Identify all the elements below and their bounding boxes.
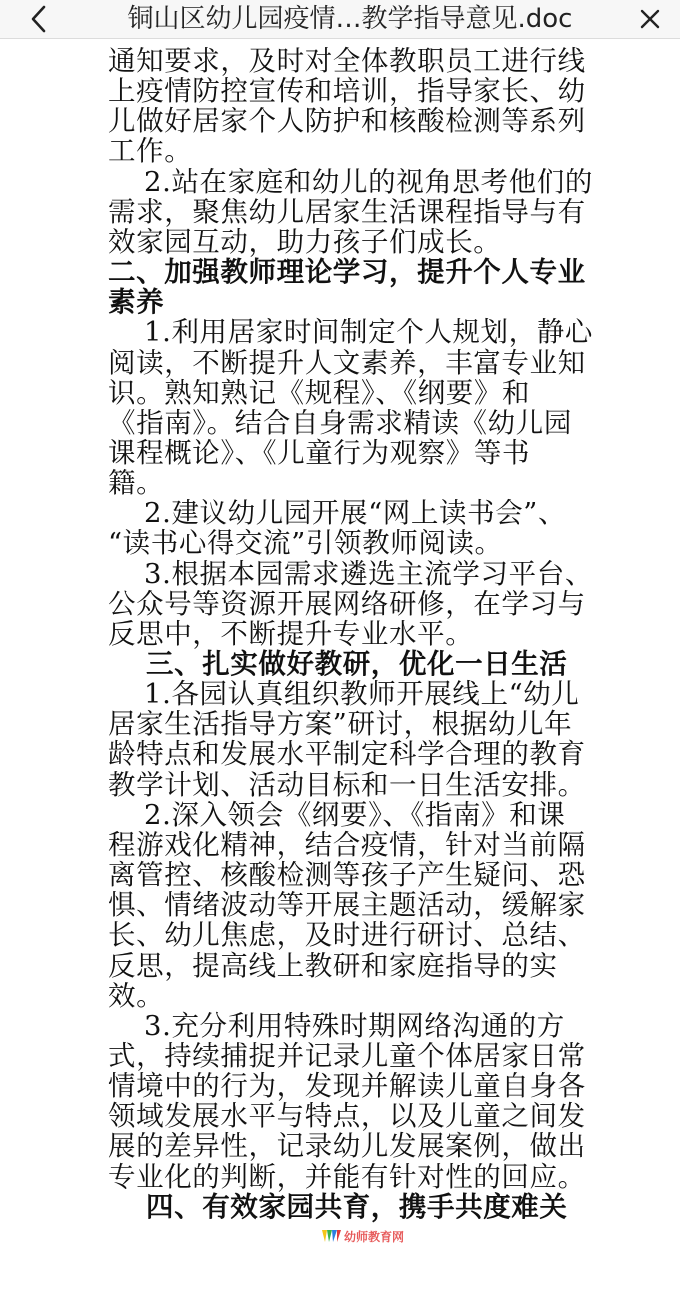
section-heading-line: 三、扎实做好教研，优化一日生活 [146,648,568,680]
paragraph-line: 2.建议幼儿园开展“网上读书会”、 [144,497,567,530]
paragraph-line: 需求，聚焦幼儿居家生活课程指导与有 [108,195,586,228]
paragraph-line: 阅读，不断提升人文素养，丰富专业知 [108,346,586,379]
paragraph-line: 籍。 [108,467,165,500]
chevron-left-icon [29,4,49,34]
close-button[interactable] [630,2,670,36]
paragraph-line: 展的差异性，记录幼儿发展案例，做出 [108,1130,586,1163]
paragraph-line: 1.利用居家时间制定个人规划，静心 [144,316,593,349]
paragraph-line: 惧、情绪波动等开展主题活动，缓解家 [108,889,586,922]
paragraph-line: 离管控、核酸检测等孩子产生疑问、恐 [108,859,586,892]
paragraph-line: 3.充分利用特殊时期网络沟通的方 [144,1009,565,1042]
paragraph-line: 龄特点和发展水平制定科学合理的教育 [108,738,586,771]
watermark [320,1227,424,1245]
paragraph-line: 通知要求，及时对全体教职员工进行线 [108,45,586,77]
paragraph-line: 反思中，不断提升专业水平。 [108,617,474,650]
watermark-text: 幼师教育网 [344,1229,405,1244]
paragraph-line: 2.深入领会《纲要》、《指南》和课 [144,798,566,831]
paragraph-line: 效家园互动，助力孩子们成长。 [108,225,502,258]
paragraph-line: 公众号等资源开展网络研修，在学习与 [108,587,586,620]
section-heading-line: 二、加强教师理论学习，提升个人专业 [108,256,586,289]
paragraph-line: 教学计划、活动目标和一日生活安排。 [108,768,586,801]
paragraph-line: 居家生活指导方案”研讨，根据幼儿年 [108,708,573,741]
paragraph-line: “读书心得交流”引领教师阅读。 [108,527,503,560]
paragraph-line: 效。 [108,979,165,1012]
paragraph-line: 3.根据本园需求遴选主流学习平台、 [144,557,593,590]
paragraph-line: 专业化的判断，并能有针对性的回应。 [108,1160,586,1193]
paragraph-line: 课程概论》、《儿童行为观察》等书 [108,436,531,469]
paragraph-line: 识。熟知熟记《规程》、《纲要》和 [108,376,531,409]
colorful-logo-icon [320,1228,342,1244]
paragraph-line: 领域发展水平与特点，以及儿童之间发 [108,1100,586,1133]
paragraph-line: 程游戏化精神，结合疫情，针对当前隔 [108,828,586,861]
top-bar [0,0,680,39]
paragraph-line: 1.各园认真组织教师开展线上“幼儿 [144,678,580,711]
paragraph-line: 儿做好居家个人防护和核酸检测等系列 [108,105,586,138]
section-heading-line: 素养 [108,286,165,319]
paragraph-line: 2.站在家庭和幼儿的视角思考他们的 [144,165,593,198]
paragraph-line: 工作。 [108,135,193,168]
paragraph-line: 长、幼儿焦虑，及时进行研讨、总结、 [108,919,586,952]
paragraph-line: 情境中的行为，发现并解读儿童自身各 [108,1070,586,1103]
document-title: 铜山区幼儿园疫情…教学指导意见.doc [127,4,573,34]
paragraph-line: 反思，提高线上教研和家庭指导的实 [108,949,558,982]
close-icon [635,4,665,34]
back-button[interactable] [22,2,56,36]
paragraph-line: 上疫情防控宣传和培训，指导家长、幼 [108,75,586,108]
paragraph-line: 《指南》。结合自身需求精读《幼儿园 [108,406,572,439]
section-heading-line: 四、有效家园共育，携手共度难关 [146,1190,568,1223]
paragraph-line: 式，持续捕捉并记录儿童个体居家日常 [108,1039,586,1072]
